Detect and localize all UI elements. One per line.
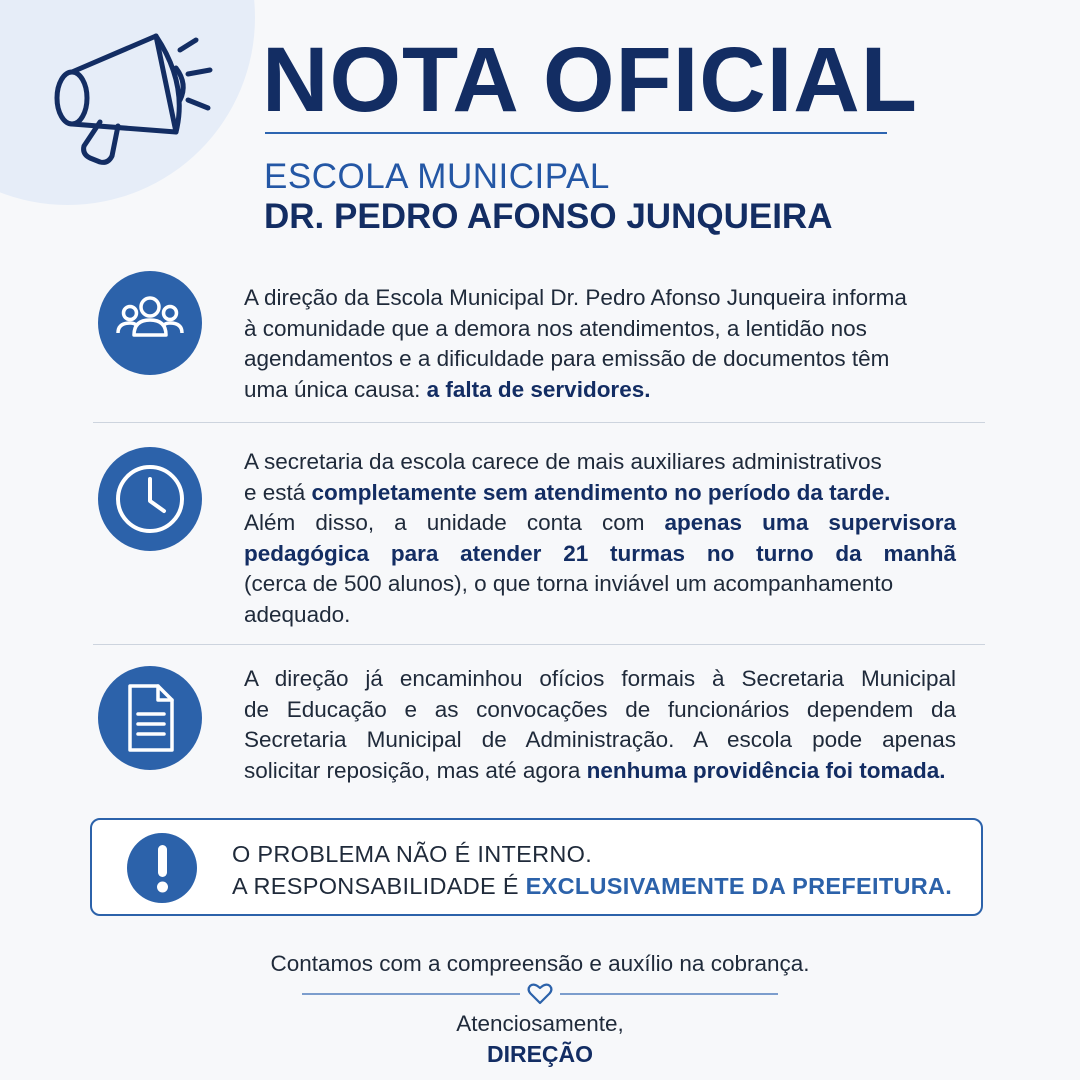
page-title: NOTA OFICIAL (262, 29, 918, 131)
section-3-icon-badge (98, 666, 202, 770)
section-2-icon-badge (98, 447, 202, 551)
alert-highlight: EXCLUSIVAMENTE DA PREFEITURA. (525, 873, 953, 899)
text-line: A secretaria da escola carece de mais auxiliares administrativos (244, 449, 882, 474)
signature: DIREÇÃO (486, 1041, 594, 1067)
section-1-text (244, 283, 956, 405)
text-line: Secretaria Municipal de Administração. A escola pode apenas (244, 727, 956, 752)
text-line (244, 375, 956, 406)
clock-icon (110, 459, 190, 539)
school-name: DR. PEDRO AFONSO JUNQUEIRA (264, 197, 833, 236)
text-plain: solicitar reposição, mas até agora (244, 757, 587, 783)
megaphone-icon (38, 28, 218, 178)
text-line: A direção já encaminhou ofícios formais à Secretaria Municipal (244, 666, 956, 691)
text-highlight: nenhuma providência foi tomada. (586, 757, 946, 783)
text-line: de Educação e as convocações de funcionários dependem da (244, 696, 956, 722)
text-line (244, 539, 956, 570)
section-divider (93, 644, 985, 645)
text-highlight: completamente sem atendimento no período da tarde. (311, 479, 891, 505)
title-underline (265, 132, 887, 134)
school-type: ESCOLA MUNICIPAL (264, 157, 610, 196)
section-2-text (244, 447, 956, 630)
text-line: A direção da Escola Municipal Dr. Pedro Afonso Junqueira informa (244, 285, 907, 310)
text-line: à comunidade que a demora nos atendimentos, a lentidão nos (244, 315, 867, 341)
text-plain: e está (244, 479, 312, 505)
text-line (244, 756, 956, 787)
closing-rule-left (302, 993, 520, 995)
text-line (244, 478, 956, 509)
text-plain: uma única causa: (244, 376, 427, 402)
closing-message: Contamos com a compreensão e auxílio na cobrança. (270, 951, 810, 976)
section-1-icon-badge (98, 271, 202, 375)
alert-line-1: O PROBLEMA NÃO É INTERNO. (232, 841, 593, 867)
closing-rule-right (560, 993, 778, 995)
section-3-text (244, 664, 956, 786)
alert-line-2 (232, 873, 952, 900)
document-icon (110, 678, 190, 758)
text-line: adequado. (244, 601, 351, 627)
text-line: (cerca de 500 alunos), o que torna inviável um acompanhamento (244, 571, 894, 596)
section-divider (93, 422, 985, 423)
people-icon (110, 283, 190, 363)
alert-plain: A RESPONSABILIDADE É (232, 873, 526, 899)
alert-box (90, 818, 983, 916)
text-highlight: apenas uma supervisora (664, 510, 956, 535)
text-highlight: pedagógica para atender 21 turmas no turno da manhã (244, 540, 956, 566)
exclamation-icon (126, 832, 198, 904)
heart-icon (527, 982, 553, 1006)
text-plain: Além disso, a unidade conta com (244, 510, 665, 535)
text-highlight: a falta de servidores. (426, 376, 651, 402)
text-line: agendamentos e a dificuldade para emissão de documentos têm (244, 346, 890, 371)
closing-regards: Atenciosamente, (456, 1011, 624, 1036)
text-line (244, 508, 956, 539)
